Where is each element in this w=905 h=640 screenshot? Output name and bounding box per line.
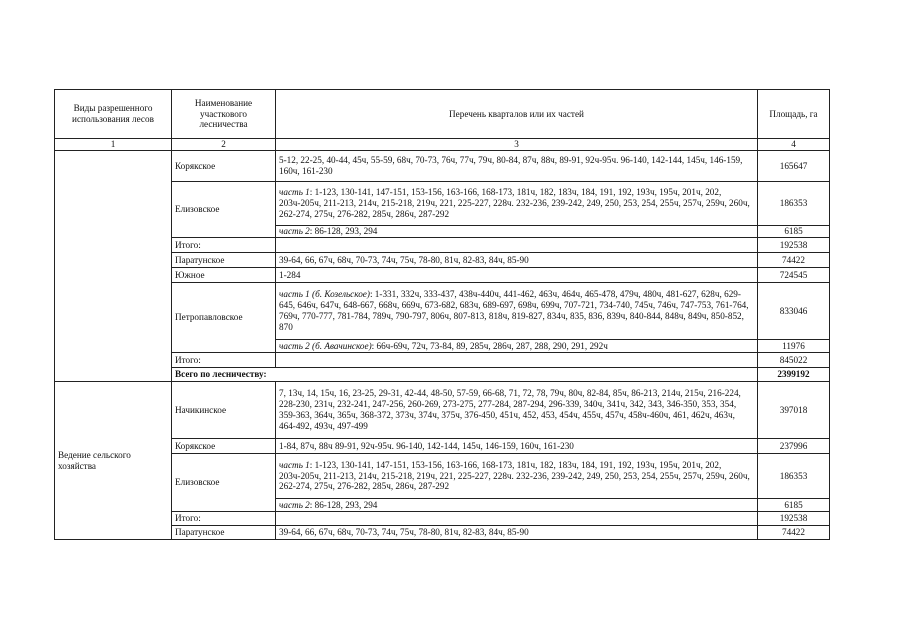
header-row xyxy=(55,90,830,139)
quarters-list xyxy=(276,182,758,226)
quarters-text: : 66ч-69ч, 72ч, 73-84, 89, 285ч, 286ч, 287, 288, 290, 291, 292ч xyxy=(371,340,608,351)
quarters-list: 7, 13ч, 14, 15ч, 16, 23-25, 29-31, 42-44, 48-50, 57-59, 66-68, 71, 72, 78, 79ч, 80ч, 82-84, 85ч, 86-213, 214ч, 215ч, 216-224, 228-230, 231ч, 232-241, 247-256, 260-269, 273-275, 277-284, 287-294, 296-339, 340ч, 341ч, 342, 343, 346-350, 353, 354, 359-363, 364ч, 365ч, 368-372, 373ч, 374ч, 375ч, 376-450, 451ч, 452, 453, 454ч, 455ч, 457ч, 458ч-460ч, 461, 462ч, 463ч, 464-492, 493ч, 497-499 xyxy=(276,382,758,439)
quarters-list: 1-284 xyxy=(276,268,758,283)
table-row xyxy=(55,526,830,540)
part-label: часть 1 (б. Козельское) xyxy=(279,289,370,300)
column-number: 4 xyxy=(758,139,830,151)
table-row xyxy=(55,182,830,226)
forestry-name: Начикинское xyxy=(172,382,276,439)
use-type-cell-empty xyxy=(55,151,172,382)
table-row xyxy=(55,454,830,499)
part-label: часть 2 (б. Авачинское) xyxy=(279,340,372,351)
header-use-type: Виды разрешенного использования лесов xyxy=(55,90,172,139)
forestry-name: Корякское xyxy=(172,439,276,454)
empty-cell xyxy=(276,238,758,253)
table-row xyxy=(55,253,830,268)
subtotal-label: Итого: xyxy=(172,353,276,368)
part-label: часть 2 xyxy=(279,499,310,510)
area-value: 833046 xyxy=(758,283,830,340)
quarters-text: : 86-128, 293, 294 xyxy=(309,499,378,510)
quarters-text: : 86-128, 293, 294 xyxy=(309,226,378,237)
area-value: 6185 xyxy=(758,499,830,512)
table-row xyxy=(55,151,830,182)
forestry-name: Паратунское xyxy=(172,253,276,268)
forestry-name: Южное xyxy=(172,268,276,283)
forestry-name: Елизовское xyxy=(172,182,276,238)
part-label: часть 1 xyxy=(279,187,310,198)
quarters-list: 39-64, 66, 67ч, 68ч, 70-73, 74ч, 75ч, 78-80, 81ч, 82-83, 84ч, 85-90 xyxy=(276,253,758,268)
area-value: 6185 xyxy=(758,226,830,238)
area-value: 192538 xyxy=(758,512,830,526)
quarters-text: : 1-123, 130-141, 147-151, 153-156, 163-166, 168-173, 181ч, 182, 183ч, 184, 191, 192, 193ч, 195ч, 201ч, 202, 203ч-205ч, 211-213, 214ч, 215-218, 219ч, 221, 225-227, 228ч. 232-236, 239-242, 249, 250, 253, 254, 255ч, 257ч, 259ч, 260ч, 262-274, 275ч, 276-282, 285ч, 286ч, 287-292 xyxy=(279,459,750,492)
area-value: 74422 xyxy=(758,253,830,268)
empty-cell xyxy=(276,512,758,526)
quarters-list: 1-84, 87ч, 88ч 89-91, 92ч-95ч. 96-140, 142-144, 145ч, 146-159, 160ч, 161-230 xyxy=(276,439,758,454)
quarters-text: : 1-123, 130-141, 147-151, 153-156, 163-166, 168-173, 181ч, 182, 183ч, 184, 191, 192, 193ч, 195ч, 201ч, 202, 203ч-205ч, 211-213, 214ч, 215-218, 219ч, 221, 225-227, 228ч. 232-236, 239-242, 249, 250, 253, 254, 255ч, 257ч, 259ч, 260ч, 262-274, 275ч, 276-282, 285ч, 286ч, 287-292 xyxy=(279,187,750,219)
total-row xyxy=(55,368,830,382)
area-value: 845022 xyxy=(758,353,830,368)
part-label: часть 2 xyxy=(279,226,310,237)
area-value: 237996 xyxy=(758,439,830,454)
column-number: 3 xyxy=(276,139,758,151)
table-row xyxy=(55,268,830,283)
forestry-name: Елизовское xyxy=(172,454,276,512)
area-value: 186353 xyxy=(758,182,830,226)
forestry-name: Паратунское xyxy=(172,526,276,540)
area-value: 186353 xyxy=(758,454,830,499)
column-number: 2 xyxy=(172,139,276,151)
subtotal-row xyxy=(55,512,830,526)
header-quarters-list: Перечень кварталов или их частей xyxy=(276,90,758,139)
table-row xyxy=(55,382,830,439)
total-area-value: 2399192 xyxy=(758,368,830,382)
area-value: 397018 xyxy=(758,382,830,439)
forest-quarters-table xyxy=(54,89,830,540)
header-area: Площадь, га xyxy=(758,90,830,139)
table-row xyxy=(55,283,830,340)
quarters-list xyxy=(276,499,758,512)
subtotal-label: Итого: xyxy=(172,512,276,526)
area-value: 724545 xyxy=(758,268,830,283)
quarters-text: : 1-331, 332ч, 333-437, 438ч-440ч, 441-462, 463ч, 464ч, 465-478, 479ч, 480ч, 481-627, 628ч, 629-645, 646ч, 647ч, 648-667, 668ч, 669ч, 673-682, 683ч, 689-697, 698ч, 699ч, 707-721, 734-740, 745ч, 746ч, 747-753, 761-764, 769ч, 770-777, 781-784, 789ч, 790-797, 806ч, 807-813, 818ч, 819-827, 834ч, 835, 836, 839ч, 840-844, 848ч, 849ч, 850-852, 870 xyxy=(279,289,749,332)
subtotal-row xyxy=(55,238,830,253)
subtotal-row xyxy=(55,353,830,368)
quarters-list xyxy=(276,283,758,340)
quarters-list: 39-64, 66, 67ч, 68ч, 70-73, 74ч, 75ч, 78-80, 81ч, 82-83, 84ч, 85-90 xyxy=(276,526,758,540)
quarters-list xyxy=(276,454,758,499)
column-number-row xyxy=(55,139,830,151)
empty-cell xyxy=(276,353,758,368)
total-label: Всего по лесничеству: xyxy=(172,368,758,382)
table-row xyxy=(55,439,830,454)
forestry-name: Корякское xyxy=(172,151,276,182)
use-type-agriculture: Ведение сельского хозяйства xyxy=(55,382,172,540)
area-value: 11976 xyxy=(758,340,830,353)
area-value: 165647 xyxy=(758,151,830,182)
quarters-list: 5-12, 22-25, 40-44, 45ч, 55-59, 68ч, 70-73, 76ч, 77ч, 79ч, 80-84, 87ч, 88ч, 89-91, 92ч-95ч. 96-140, 142-144, 145ч, 146-159, 160ч, 161-230 xyxy=(276,151,758,182)
part-label: часть 1 xyxy=(279,459,310,470)
header-forestry-name: Наименование участкового лесничества xyxy=(172,90,276,139)
forestry-name: Петропавловское xyxy=(172,283,276,353)
quarters-list xyxy=(276,226,758,238)
subtotal-label: Итого: xyxy=(172,238,276,253)
column-number: 1 xyxy=(55,139,172,151)
area-value: 192538 xyxy=(758,238,830,253)
area-value: 74422 xyxy=(758,526,830,540)
quarters-list xyxy=(276,340,758,353)
